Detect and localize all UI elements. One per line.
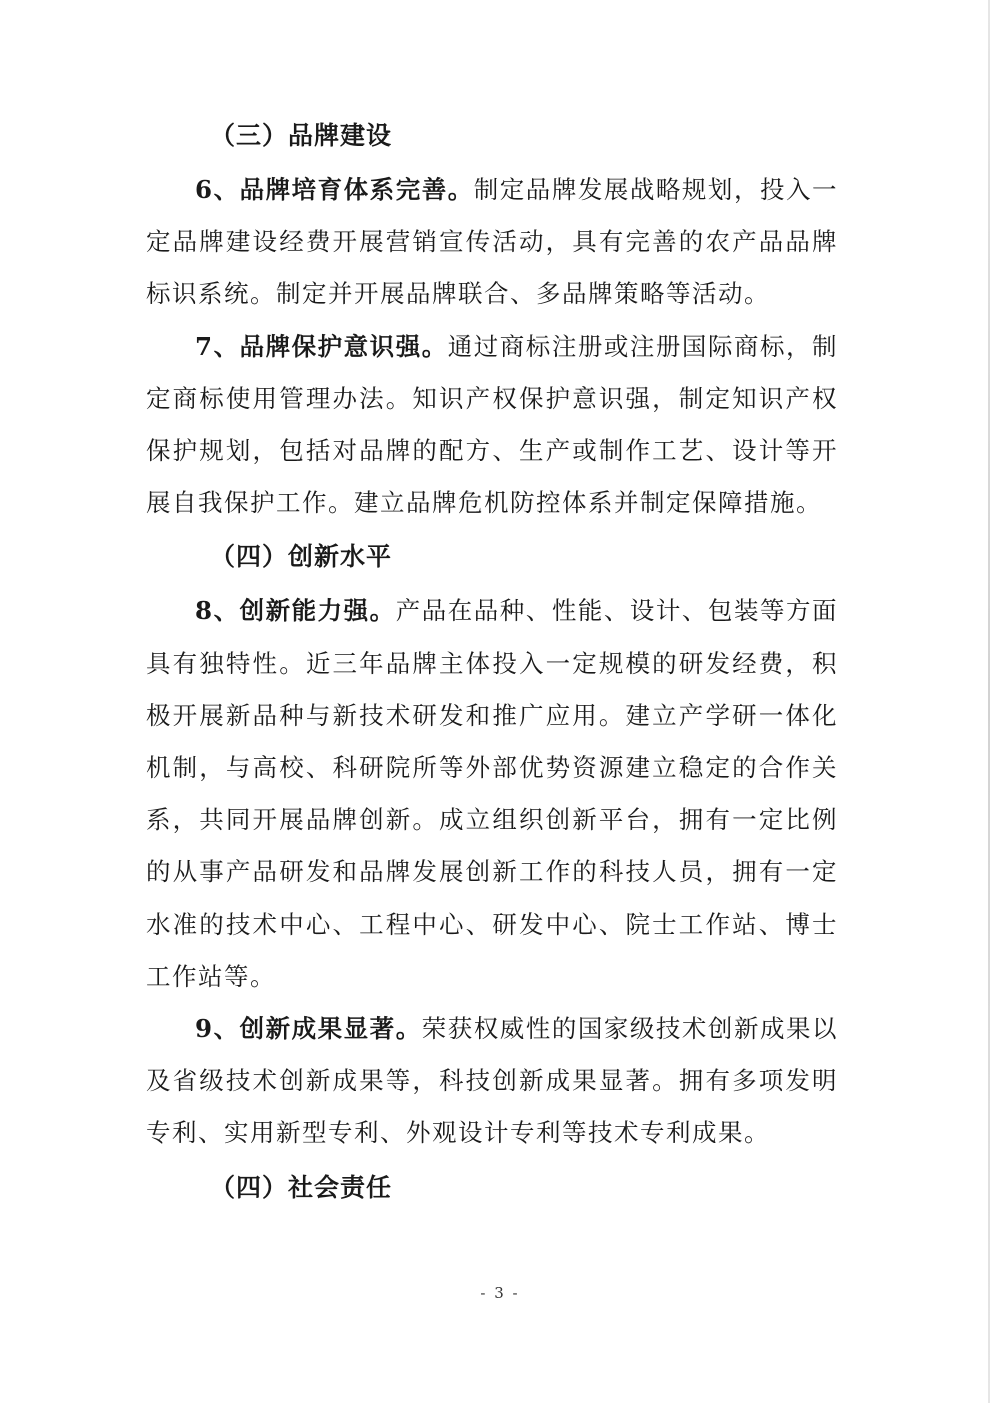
document-body bbox=[146, 108, 838, 1216]
item-6-text: 制定品牌发展战略规划，投入一定品牌建设经费开展营销宣传活动，具有完善的农产品品牌标识系统。制定并开展品牌联合、多品牌策略等活动。 bbox=[146, 175, 839, 309]
item-8-text: 产品在品种、性能、设计、包装等方面具有独特性。近三年品牌主体投入一定规模的研发经费，积极开展新品种与新技术研发和推广应用。建立产学研一体化机制，与高校、科研院所等外部优势资源建立稳定的合作关系，共同开展品牌创新。成立组织创新平台，拥有一定比例的从事产品研发和品牌发展创新工作的科技人员，拥有一定水准的技术中心、工程中心、研发中心、院士工作站、博士工作站等。 bbox=[146, 596, 839, 991]
paragraph-item-9 bbox=[146, 1003, 838, 1160]
paragraph-item-8 bbox=[146, 585, 838, 1003]
item-9-text: 荣获权威性的国家级技术创新成果以及省级技术创新成果等，科技创新成果显著。拥有多项发明专利、实用新型专利、外观设计专利等技术专利成果。 bbox=[146, 1014, 839, 1148]
item-7-text: 通过商标注册或注册国际商标，制定商标使用管理办法。知识产权保护意识强，制定知识产权保护规划，包括对品牌的配方、生产或制作工艺、设计等开展自我保护工作。建立品牌危机防控体系并制定保障措施。 bbox=[146, 331, 839, 518]
section-heading-social-responsibility: （四）社会责任 bbox=[210, 1172, 393, 1202]
page-edge-shadow bbox=[988, 0, 990, 1403]
section-heading-innovation: （四）创新水平 bbox=[210, 542, 393, 572]
item-6-lead: 6、品牌培育体系完善。 bbox=[195, 175, 474, 204]
item-7-lead: 7、品牌保护意识强。 bbox=[195, 331, 448, 361]
page-number: - 3 - bbox=[480, 1284, 520, 1302]
section-heading-brand-building: （三）品牌建设 bbox=[210, 121, 393, 150]
item-9-lead: 9、创新成果显著。 bbox=[195, 1014, 422, 1044]
paragraph-item-7 bbox=[146, 321, 838, 530]
item-8-lead: 8、创新能力强。 bbox=[195, 596, 396, 626]
paragraph-item-6 bbox=[146, 164, 838, 321]
